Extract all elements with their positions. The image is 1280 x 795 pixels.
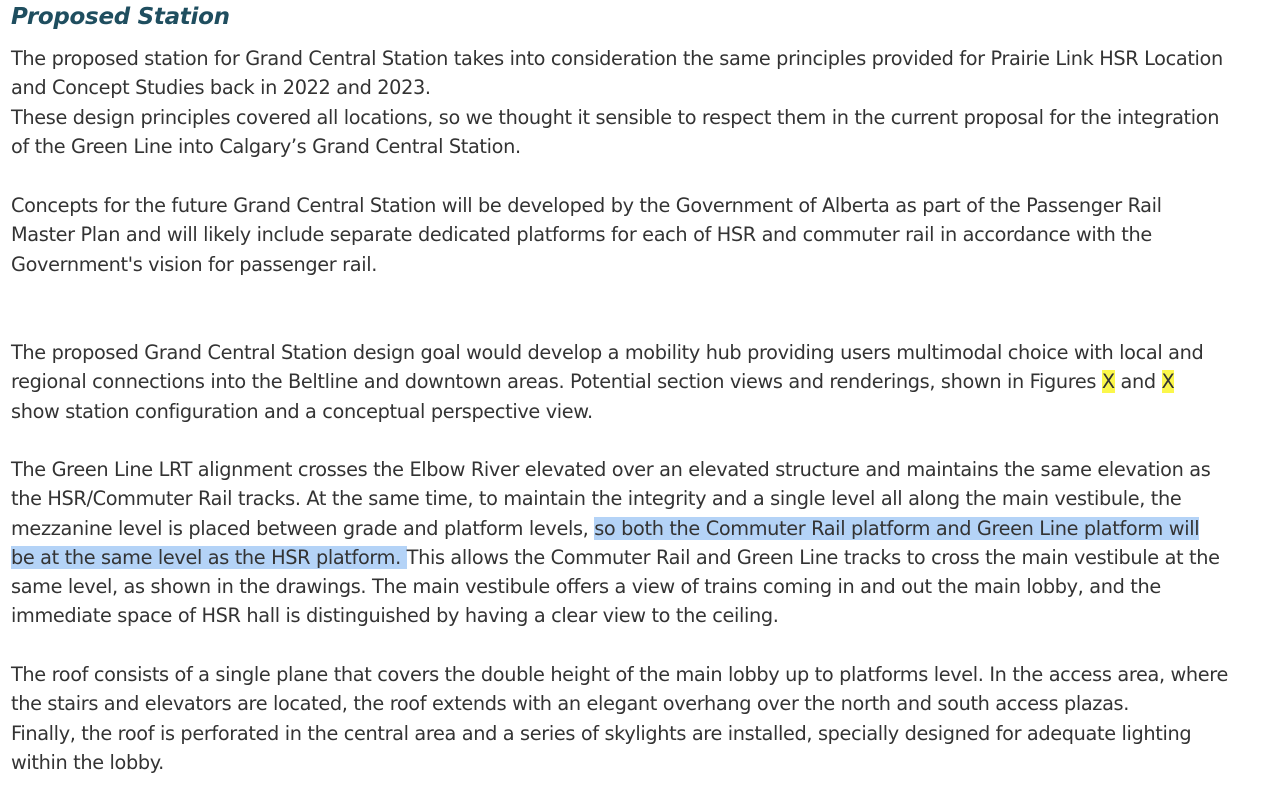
text-line: of the Green Line into Calgary’s Grand Central Station. [11, 134, 521, 158]
figure-placeholder-highlight: X [1161, 370, 1175, 394]
paragraph-green-line [11, 455, 1220, 631]
paragraph-roof [11, 660, 1228, 777]
text-line: same level, as shown in the drawings. The main vestibule offers a view of trains coming in and out the main lobby, and the [11, 575, 1161, 599]
text-line: The roof consists of a single plane that covers the double height of the main lobby up to platforms level. In the access area, where [11, 663, 1228, 686]
figure-placeholder-highlight: X [1101, 370, 1115, 394]
text-line: The Green Line LRT alignment crosses the Elbow River elevated over an elevated structure and maintains the same elevation as [11, 458, 1211, 481]
text-line [11, 367, 1203, 396]
text-line: within the lobby. [11, 750, 164, 774]
text-line: Concepts for the future Grand Central Station will be developed by the Government of Alberta as part of the Passenger Rail [11, 194, 1162, 217]
text-segment: regional connections into the Beltline and downtown areas. Potential section views and renderings, shown in Figures [11, 370, 1102, 394]
text-segment: mezzanine level is placed between grade and platform levels, [11, 516, 595, 540]
paragraph-intro [11, 44, 1223, 161]
section-heading: Proposed Station [11, 4, 230, 30]
text-line [11, 514, 1220, 543]
text-segment: This allows the Commuter Rail and Green Line tracks to cross the main vestibule at the [406, 545, 1220, 569]
text-line: These design principles covered all locations, so we thought it sensible to respect them in the current proposal for the integration [11, 105, 1220, 129]
paragraph-concepts [11, 191, 1162, 279]
text-line: The proposed station for Grand Central Station takes into consideration the same principles provided for Prairie Link HSR Location [11, 47, 1223, 70]
text-line: the stairs and elevators are located, the roof extends with an elegant overhang over the north and south access plazas. [11, 692, 1130, 716]
text-line: the HSR/Commuter Rail tracks. At the same time, to maintain the integrity and a single level all along the main vestibule, the [11, 487, 1182, 511]
text-line: The proposed Grand Central Station design goal would develop a mobility hub providing users multimodal choice with local and [11, 341, 1204, 364]
text-line: and Concept Studies back in 2022 and 2023. [11, 76, 431, 100]
text-line: Government's vision for passenger rail. [11, 252, 377, 276]
text-line: immediate space of HSR hall is distinguished by having a clear view to the ceiling. [11, 604, 779, 628]
selected-text[interactable]: so both the Commuter Rail platform and Green Line platform will [594, 516, 1200, 540]
selected-text[interactable]: be at the same level as the HSR platform. [11, 545, 407, 569]
text-line: show station configuration and a conceptual perspective view. [11, 399, 593, 423]
text-line: Finally, the roof is perforated in the central area and a series of skylights are installed, specially designed for adequate lighting [11, 721, 1192, 745]
text-segment: and [1114, 370, 1162, 394]
text-line: Master Plan and will likely include separate dedicated platforms for each of HSR and commuter rail in accordance with the [11, 223, 1152, 247]
paragraph-design-goal [11, 338, 1203, 426]
text-line [11, 543, 1220, 572]
